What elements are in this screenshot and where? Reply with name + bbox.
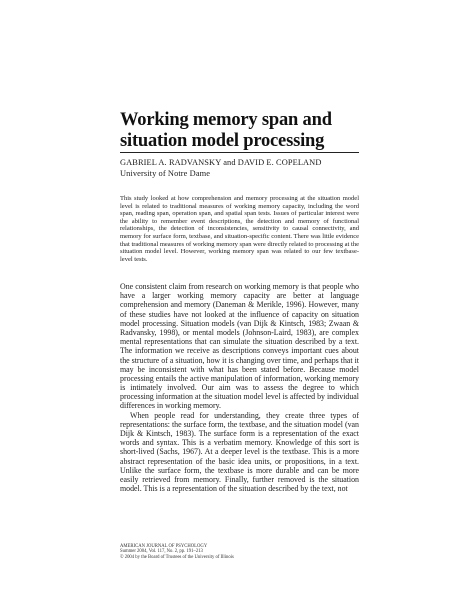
- journal-footer: [120, 544, 320, 560]
- body-paragraph: One consistent claim from research on working memory is that people who have a larger working memory capacity are better at language comprehension and memory (Daneman & Merikle, 1996). However, many of these studies have not looked at the influence of capacity on situation model processing. Situation models (van Dijk & Kintsch, 1983; Zwaan & Radvansky, 1998), or mental models (Johnson-Laird, 1983), are complex mental representations that can simulate the situation described by a text. The information we receive as descriptions conveys important cues about the structure of a situation, how it is changing over time, and perhaps that it may be inconsistent with what has been stated before. Because model processing entails the active manipulation of information, working memory is intimately involved. Our aim was to assess the degree to which processing information at the situation model level is affected by individual differences in working memory.: [120, 282, 359, 411]
- title-rule: [120, 152, 359, 153]
- author-block: [120, 157, 370, 179]
- journal-name: AMERICAN JOURNAL OF PSYCHOLOGY: [120, 544, 208, 549]
- body-text: [120, 282, 359, 493]
- author-names: GABRIEL A. RADVANSKY and DAVID E. COPELAND: [120, 158, 322, 167]
- body-paragraph: When people read for understanding, they create three types of representations: the surface form, the textbase, and the situation model (van Dijk & Kintsch, 1983). The surface form is a representation of the exact words and syntax. This is a verbatim memory. Knowledge of this sort is short-lived (Sachs, 1967). At a deeper level is the textbase. This is a more abstract representation of the basic idea units, or propositions, in a text. Unlike the surface form, the textbase is more durable and can be more easily retrieved from memory. Finally, further removed is the situation model. This is a representation of the situation described by the text, not: [120, 410, 359, 494]
- copyright-notice: © 2004 by the Board of Trustees of the University of Illinois: [120, 554, 234, 560]
- journal-issue: Summer 2004, Vol. 117, No. 2, pp. 191–213: [120, 549, 203, 555]
- abstract: This study looked at how comprehension and memory processing at the situation model level is related to traditional measures of working memory capacity, including the word span, reading span, operation span, and spatial span tests. Issues of particular interest were the ability to remember event descriptions, the detection and memory of functional relationships, the detection of inconsistencies, sensitivity to causal connectivity, and memory for surface form, textbase, and situation-specific content. There was little evidence that traditional measures of working memory span were directly related to processing at the situation model level. However, working memory span was related to our few textbase-level tests.: [120, 195, 359, 263]
- article-title: Working memory span and situation model processing: [120, 110, 332, 151]
- author-affiliation: University of Notre Dame: [120, 169, 211, 178]
